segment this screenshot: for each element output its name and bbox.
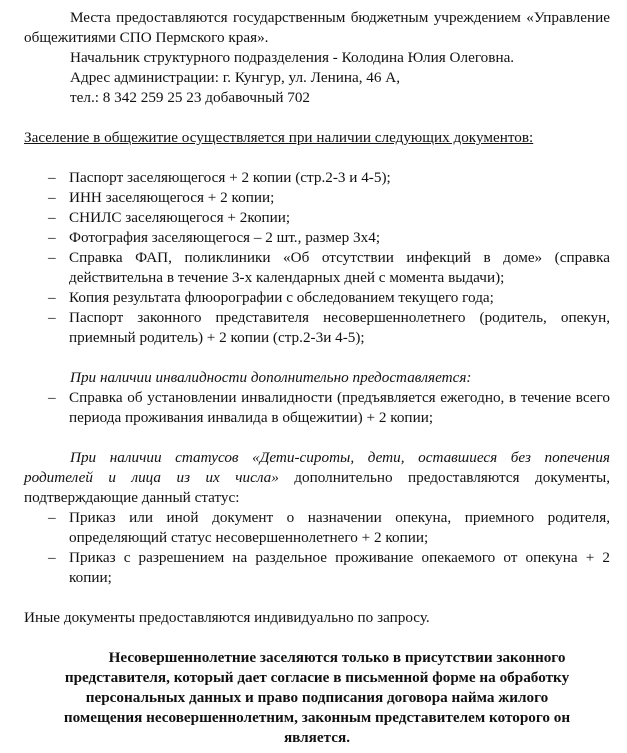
notice-line: является.	[283, 729, 351, 746]
disability-heading: При наличии инвалидности дополнительно предоставляется:	[70, 369, 472, 386]
list-item: – Справка об установлении инвалидности (предъявляется ежегодно, в течение всего периода проживания инвалида в общежитии) + 2 копии;	[24, 388, 610, 428]
documents-list	[24, 168, 610, 348]
minors-notice	[24, 648, 610, 748]
list-item: – Фотография заселяющегося – 2 шт., размер 3х4;	[24, 228, 610, 248]
document	[24, 8, 610, 748]
orphans-status-rest: дополнительно предоставляются документы, подтверждающие данный статус:	[24, 469, 610, 506]
structure-head: Начальник структурного подразделения - Колодина Юлия Олеговна.	[70, 49, 515, 66]
disability-list	[24, 388, 610, 428]
list-item: – Справка ФАП, поликлиники «Об отсутствии инфекций в доме» (справка действительна в течение 3-х календарных дней с момента выдачи);	[24, 248, 610, 288]
list-item: – Копия результата флюорографии с обследованием текущего года;	[24, 288, 610, 308]
list-item: – ИНН заселяющегося + 2 копии;	[24, 188, 610, 208]
admin-address: Адрес администрации: г. Кунгур, ул. Ленина, 46 А,	[70, 69, 401, 86]
list-item: – СНИЛС заселяющегося + 2копии;	[24, 208, 610, 228]
orphans-list	[24, 508, 610, 588]
documents-heading: Заселение в общежитие осуществляется при наличии следующих документов:	[24, 129, 534, 146]
list-item: – Паспорт заселяющегося + 2 копии (стр.2-3 и 4-5);	[24, 168, 610, 188]
notice-line: персональных данных и право подписания договора найма жилого	[85, 689, 549, 706]
notice-line: Несовершеннолетние заселяются только в присутствии законного	[108, 649, 566, 666]
notice-line: помещения несовершеннолетним, законным представителем которого он	[63, 709, 571, 726]
other-documents-note: Иные документы предоставляются индивидуально по запросу.	[24, 609, 430, 626]
orphans-status-italic: При наличии статусов «Дети-сироты, дети, оставшиеся без попечения родителей и лица из их числа»	[24, 449, 610, 486]
list-item: – Паспорт законного представителя несовершеннолетнего (родитель, опекун, приемный родитель) + 2 копии (стр.2-3и 4-5);	[24, 308, 610, 348]
notice-line: представителя, который дает согласие в письменной форме на обработку	[64, 669, 570, 686]
list-item: – Приказ с разрешением на раздельное проживание опекаемого от опекуна + 2 копии;	[24, 548, 610, 588]
orphans-paragraph	[24, 448, 610, 508]
admin-phone: тел.: 8 342 259 25 23 добавочный 702	[70, 89, 311, 106]
list-item: – Приказ или иной документ о назначении опекуна, приемного родителя, определяющий статус несовершеннолетнего + 2 копии;	[24, 508, 610, 548]
intro-paragraph: Места предоставляются государственным бюджетным учреждением «Управление общежитиями СПО Пермского края».	[24, 9, 610, 46]
